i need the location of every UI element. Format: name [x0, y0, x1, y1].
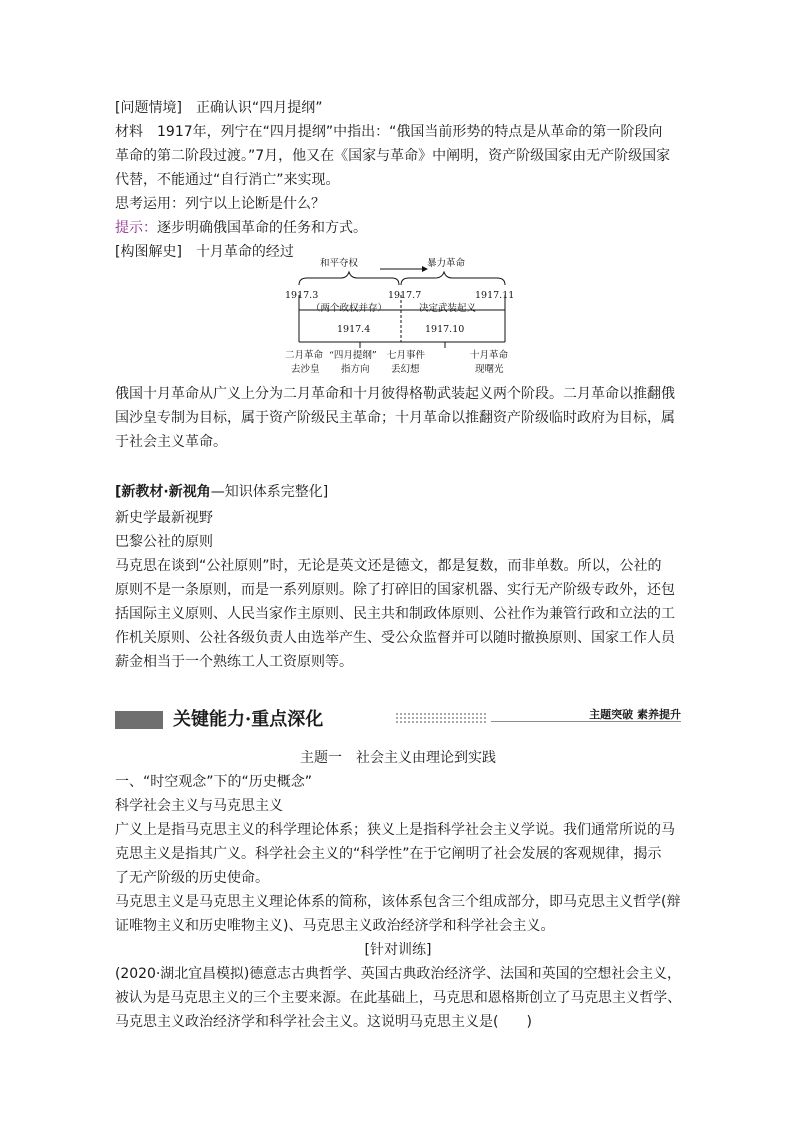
situation-heading — [115, 96, 322, 120]
theme-sub: 科学社会主义与马克思主义 — [115, 798, 283, 814]
material-line-3: 代替，不能通过“自行消亡”来实现。 — [115, 172, 340, 188]
banner-dots — [395, 712, 487, 724]
new-view-heading-bold: [新教材·新视角 — [115, 484, 211, 500]
theme-p1-line-3: 了无产阶级的历史使命。 — [115, 870, 269, 886]
label-1917-11: 1917.11 — [475, 290, 515, 301]
label-july-days: 七月事件 — [387, 350, 426, 361]
theme-p1-line-1: 广义上是指马克思主义的科学理论体系；狭义上是指科学社会主义学说。我们通常所说的马 — [115, 822, 675, 838]
label-1917-4: 1917.4 — [337, 324, 371, 335]
question-text: 思考运用：列宁以上论断是什么？ — [115, 196, 325, 212]
label-1917-7: 1917.7 — [388, 290, 422, 301]
diagram-heading — [115, 240, 294, 264]
commune-line-3: 括国际主义原则、人民当家作主原则、民主共和制政体原则、公社作为兼管行政和立法的工 — [115, 606, 675, 622]
new-view-heading-rest: —知识体系完整化] — [210, 484, 329, 500]
label-dawn: 现曙光 — [475, 364, 504, 375]
situation-title: 正确认识“四月提纲” — [195, 100, 323, 116]
material-line-1: 材料 1917年，列宁在“四月提纲”中指出：“俄国当前形势的特点是从革命的第一阶段向 — [115, 124, 663, 140]
label-peaceful: 和平夺权 — [320, 258, 359, 269]
commune-line-1: 马克思在谈到“公社原则”时，无论是英文还是德文，都是复数，而非单数。所以，公社的 — [115, 558, 662, 574]
new-view-heading — [115, 480, 328, 504]
new-view-sub-1: 新史学最新视野 — [115, 510, 213, 526]
question-line-2: 被认为是马克思主义的三个主要来源。在此基础上，马克思和恩格斯创立了马克思主义哲学、 — [115, 990, 682, 1006]
question-line-3: 马克思主义政治经济学和科学社会主义。这说明马克思主义是( ) — [115, 1014, 532, 1030]
label-overthrow-tsar: 去沙皇 — [291, 364, 320, 375]
label-illusion: 丢幻想 — [391, 364, 420, 375]
october-revolution-timeline — [285, 258, 525, 376]
theme-point: 一、“时空观念”下的“历史概念” — [115, 774, 313, 790]
material-line-2: 革命的第二阶段过渡。”7月，他又在《国家与革命》中阐明，资产阶级国家由无产阶级国家 — [115, 148, 671, 164]
hint-label: 提示： — [115, 220, 157, 236]
section-banner — [115, 708, 681, 732]
label-february-revolution: 二月革命 — [285, 350, 324, 361]
violent-brace — [401, 272, 505, 285]
label-1917-3: 1917.3 — [285, 290, 319, 301]
peaceful-brace — [299, 272, 399, 285]
label-april-theses: “四月提纲” — [329, 350, 377, 361]
label-1917-10: 1917.10 — [425, 324, 465, 335]
hint-text: 逐步明确俄国革命的任务和方式。 — [157, 220, 367, 236]
summary-line-2: 国沙皇专制为目标，属于资产阶级民主革命；十月革命以推翻资产阶级临时政府为目标，属 — [115, 410, 675, 426]
commune-line-2: 原则不是一条原则，而是一系列原则。除了打碎旧的国家机器、实行无产阶级专政外，还包 — [115, 582, 675, 598]
situation-label: [问题情境] — [115, 100, 182, 116]
new-view-sub-2: 巴黎公社的原则 — [115, 534, 213, 550]
diagram-label: [构图解史] — [115, 244, 182, 260]
label-violent: 暴力革命 — [427, 258, 466, 269]
practice-heading: [针对训练] — [364, 942, 432, 958]
banner-tag: 主题突破 素养提升 — [589, 708, 681, 721]
label-october-revolution: 十月革命 — [470, 350, 509, 361]
diagram-title: 十月革命的经过 — [195, 244, 294, 260]
summary-line-1: 俄国十月革命从广义上分为二月革命和十月彼得格勒武装起义两个阶段。二月革命以推翻俄 — [115, 386, 675, 402]
banner-title: 关键能力·重点深化 — [173, 709, 324, 730]
question-line-1: (2020·湖北宜昌模拟)德意志古典哲学、英国古典政治经济学、法国和英国的空想社会主义， — [115, 966, 681, 982]
commune-line-5: 薪金相当于一个熟练工人工资原则等。 — [115, 654, 353, 670]
theme-p2-line-1: 马克思主义是马克思主义理论体系的简称，该体系包含三个组成部分，即马克思主义哲学(辩 — [115, 894, 681, 910]
label-dual-power: （两个政权并存） — [311, 303, 388, 314]
label-direction: 指方向 — [341, 364, 370, 375]
theme-p2-line-2: 证唯物主义和历史唯物主义)、马克思主义政治经济学和科学社会主义。 — [115, 918, 555, 934]
banner-block — [115, 711, 163, 729]
label-armed-uprising: 决定武装起义 — [419, 303, 477, 314]
theme-p1-line-2: 克思主义是指其广义。科学社会主义的“科学性”在于它阐明了社会发展的客观规律，揭示 — [115, 846, 662, 862]
summary-line-3: 于社会主义革命。 — [115, 434, 227, 450]
theme-title: 主题一 社会主义由理论到实践 — [300, 750, 496, 766]
commune-line-4: 作机关原则、公社各级负责人由选举产生、受公众监督并可以随时撤换原则、国家工作人员 — [115, 630, 675, 646]
hint-line — [115, 216, 367, 240]
